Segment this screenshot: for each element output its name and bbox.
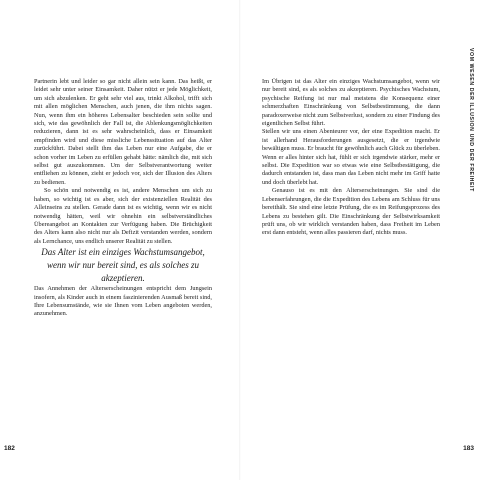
paragraph: Partnerin lebt und leider so gar nicht allein sein kann. Das heißt, er leidet sehr unter seiner Einsamkeit. Daher nützt er jede Möglichkeit, um sich abzulenken. Er geht sehr viel aus, trinkt Alkohol, trifft sich mit allen möglichen Menschen, auch jenen, die ihm nichts sagen. Nun, wenn ihm ein höheres Lebensalter beschieden sein sollte und sich, wie das gewöhnlich der Fall ist, die Ablenkungsmöglichkeiten reduzieren, dann ist es sehr wahrscheinlich, dass er Einsamkeit empfinden wird und diese missliche Lebenssituation auf das Alter zurückführt. Dabei stellt ihm das Leben nur eine Aufgabe, die er schon vorher im Leben zu erfüllen gehabt hätte: nämlich die, mit sich selbst gut auszukommen. Um der Selbstverantwortung weiter entfliehen zu können, zieht er jedoch vor, sich der Illusion des Alters zu bedienen. xyxy=(34,78,212,186)
running-head-text: VOM WESEN DER ILLUSION UND DER FREIHEIT xyxy=(468,48,474,192)
paragraph: Im Übrigen ist das Alter ein einziges Wachstumsangebot, wenn wir nur bereit sind, es als solches zu akzeptieren. Psychisches Wachstum, psychische Reifung ist nur mal meistens die Konsequenz einer schmerzhaften Einschränkung von Selbstbestimmung, die dann paradoxerweise nicht zum Selbstverlust, sondern zu einer Findung des eigentlichen Selbst führt. xyxy=(262,78,440,128)
paragraph: Genauso ist es mit den Alterserscheinungen. Sie sind die Lebenserfahrungen, die die Expedition des Lebens am Schluss für uns bereithält. Sie sind eine letzte Prüfung, die es im Reifungsprozess des Lebens zu bestehen gilt. Die Einschränkung der Selbstwirksamkeit prüft uns, ob wir wirklich verstanden haben, dass Freiheit im Leben erst dann entsteht, wenn alles passieren darf, nichts muss. xyxy=(262,187,440,237)
right-page-text xyxy=(262,78,440,238)
paragraph: So schön und notwendig es ist, andere Menschen um sich zu haben, so wichtig ist es aber, sich der existenziellen Realität des Alleinseins zu stellen. Gerade dann ist es wichtig, wenn wir es nicht notwendig hätten, weil wir ohnehin ein selbstverständliches Übereangebot an Kontakten zur Verfügung haben. Die Brüchigkeit des Alters kann also nicht nur als Defizit verstanden werden, sondern als Lernchance, uns endlich unserer Realität zu stellen. xyxy=(34,187,212,245)
page-number-right: 183 xyxy=(463,445,474,452)
page-number-left: 182 xyxy=(4,445,15,452)
pull-quote: Das Alter ist ein einziges Wachstumsangebot, wenn wir nur bereit sind, es als solches zu akzeptieren. xyxy=(41,247,205,284)
paragraph: Stellen wir uns einen Abenteurer vor, der eine Expedition macht. Er ist allerhand Herausforderungen ausgesetzt, die er irgendwie bewältigen muss. Er braucht für gewöhnlich auch Glück zu überleben. Wenn er alles hinter sich hat, fühlt er sich irgendwie stärker, mehr er selbst. Die Expedition war so etwas wie eine Selbstbestätigung, die dadurch entstanden ist, dass man das Leben nicht mehr im Griff hatte und doch überlebt hat. xyxy=(262,128,440,186)
page-gutter xyxy=(239,0,241,480)
running-head xyxy=(466,48,476,448)
paragraph: Das Annehmen der Alterserscheinungen entspricht dem Jungsein insofern, als Kinder auch in einem faszinierenden Ausmaß bereit sind, Ihre Lebensumstände, wie sie Ihnen vom Leben angeboten werden, anzunehmen. xyxy=(34,285,212,318)
left-page-text xyxy=(34,78,212,319)
